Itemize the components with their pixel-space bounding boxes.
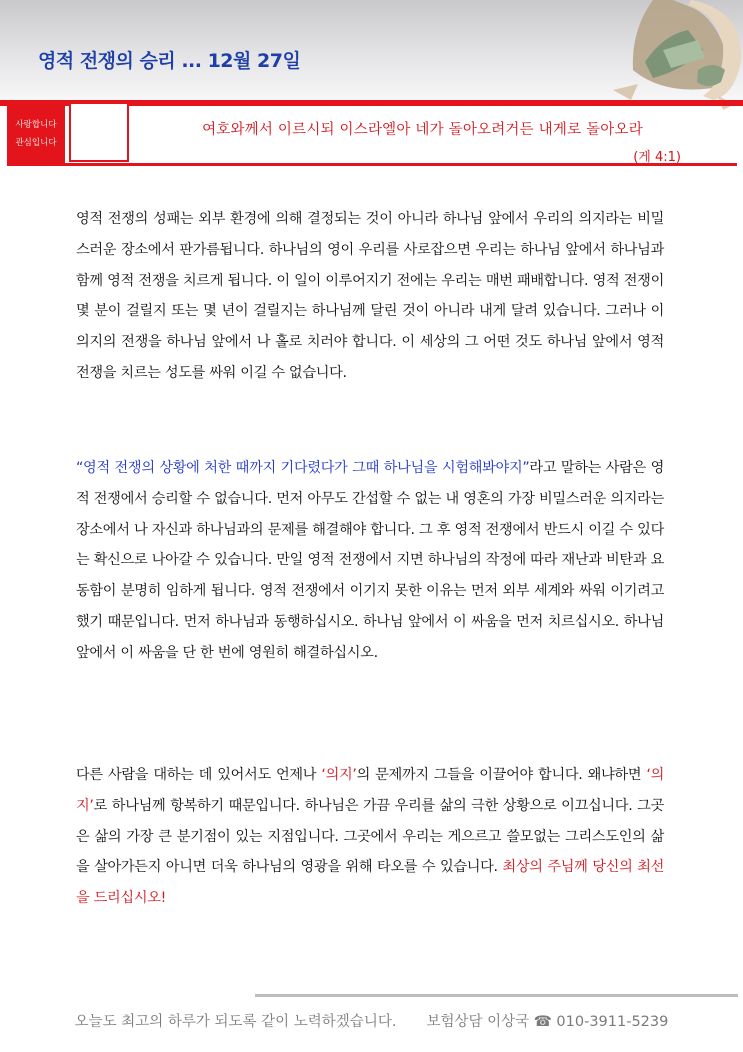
telephone-icon: ☎ xyxy=(533,1014,552,1030)
paragraph-1 xyxy=(76,204,664,389)
broken-egg-money-icon xyxy=(513,0,743,112)
paragraph-3-emphasis-will-2: ‘의지’ xyxy=(76,767,664,814)
bible-verse: 여호와께서 이르시되 이스라엘아 네가 돌아오려거든 내게로 돌아오라 xyxy=(202,122,643,138)
paragraph-3-text-b: 의 문제까지 그들을 이끌어야 합니다. 왜냐하면 xyxy=(356,767,647,783)
footer-slogan: 오늘도 최고의 하루가 되도록 같이 노력하겠습니다. xyxy=(74,1014,397,1030)
side-label-love: 사랑합니다 xyxy=(15,120,57,130)
page-title: 영적 전쟁의 승리 ... 12월 27일 xyxy=(38,50,301,72)
verse-reference: (게 4:1) xyxy=(633,150,681,165)
side-label-care: 관심입니다 xyxy=(15,138,57,148)
paragraph-2-quote: “영적 전쟁의 상황에 처한 때까지 기다렸다가 그때 하나님을 시험해봐야지” xyxy=(76,460,530,476)
header-banner xyxy=(0,0,743,100)
paragraph-1-text: 영적 전쟁의 성패는 외부 환경에 의해 결정되는 것이 아니라 하나님 앞에서 우리의 의지라는 비밀스러운 장소에서 판가름됩니다. 하나님의 영이 우리를 사로잡으면 우리는 하나님 앞에서 하나님과 함께 영적 전쟁을 치르게 됩니다. 이 일이 이루어지기 전에는 우리는 매번 패배합니다. 영적 전쟁이 몇 분이 걸릴지 또는 몇 년이 걸릴지는 하나님께 달린 것이 아니라 내게 달려 있습니다. 그러나 이 의지의 전쟁을 하나님 앞에서 나 홀로 치러야 합니다. 이 세상의 그 어떤 것도 하나님 앞에서 영적 전쟁을 치르는 성도를 싸워 이길 수 없습니다. xyxy=(76,211,664,381)
footer-phone-number: 010-3911-5239 xyxy=(556,1014,669,1030)
footer-rule xyxy=(255,994,738,997)
paragraph-3-closing-exhortation: 최상의 주님께 당신의 최선을 드리십시오! xyxy=(76,859,664,907)
footer xyxy=(0,1010,743,1031)
footer-contact-name: 보험상담 이상국 xyxy=(426,1014,530,1030)
paragraph-2-text: 라고 말하는 사람은 영적 전쟁에서 승리할 수 없습니다. 먼저 아무도 간섭할 수 없는 내 영혼의 가장 비밀스러운 의지라는 장소에서 나 자신과 하나님과의 문제를 해결해야 합니다. 그 후 영적 전쟁에서 반드시 이길 수 있다는 확신으로 나아갈 수 있습니다. 만일 영적 전쟁에서 지면 하나님의 작정에 따라 재난과 비탄과 요동함이 분명히 임하게 됩니다. 영적 전쟁에서 이기지 못한 이유는 먼저 외부 세계와 싸워 이기려고 했기 때문입니다. 먼저 하나님과 동행하십시오. 하나님 앞에서 이 싸움을 먼저 치르십시오. 하나님 앞에서 이 싸움을 단 한 번에 영원히 해결하십시오. xyxy=(76,460,665,661)
paragraph-2 xyxy=(76,453,664,669)
paragraph-3-text-a: 다른 사람을 대하는 데 있어서도 언제나 xyxy=(76,767,322,783)
paragraph-3-emphasis-will-1: ‘의지’ xyxy=(321,767,357,783)
verse-red-rule xyxy=(7,163,737,166)
paragraph-3 xyxy=(76,760,664,914)
side-label-box xyxy=(7,102,65,164)
paragraph-3-text-c: 로 하나님께 항복하기 때문입니다. 하나님은 가끔 우리를 삶의 극한 상황으로 이끄십니다. 그곳은 삶의 가장 큰 분기점이 있는 지점입니다. 그곳에서 우리는 게으르고 쓸모없는 그리스도인의 삶을 살아가든지 아니면 더욱 하나님의 영광을 위해 타오를 수 있습니다. xyxy=(76,797,664,876)
photo-placeholder xyxy=(69,102,129,162)
